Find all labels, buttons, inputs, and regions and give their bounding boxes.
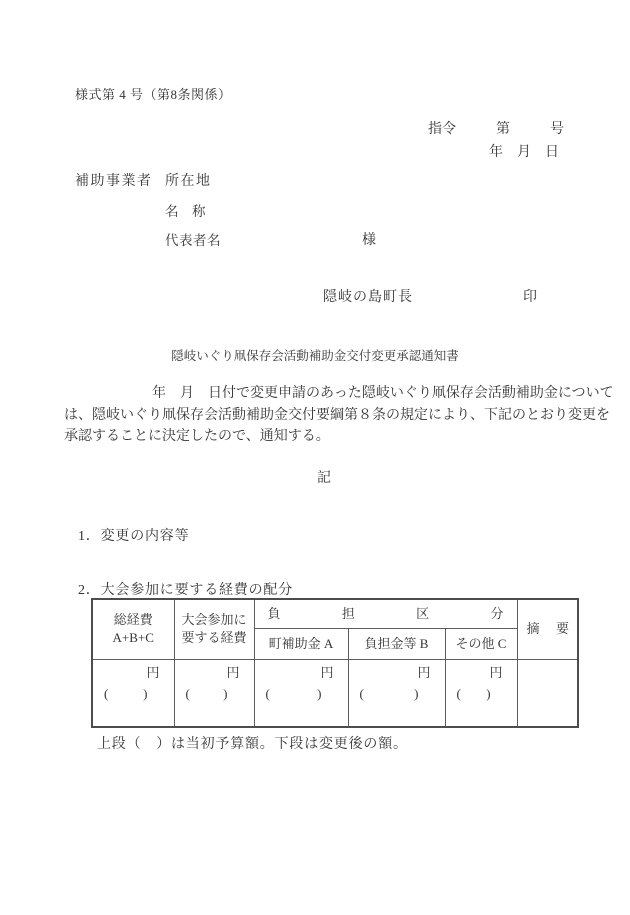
col-header-contribution: 負担金等 B [348,628,445,659]
body-line-1: 年 月 日付で変更申請のあった隠岐いぐり凧保存会活動補助金について [152,386,614,401]
paren-open: ( [185,685,190,701]
unit-label: 円 [226,664,240,680]
recipient-address-label: 所在地 [165,174,212,189]
remarks-char-2: 要 [556,621,570,637]
date-line [489,141,559,161]
date-day-label: 日 [545,145,559,160]
unit-label: 円 [146,664,160,680]
body-line-2: は、隠岐いぐり凧保存会活動補助金交付要綱第８条の規定により、下記のとおり変更を [64,407,610,423]
col-header-other: その他 C [445,628,517,659]
paren-open: ( [359,685,364,701]
remarks-char-1: 摘 [526,621,540,637]
paren-entry [93,683,174,704]
paren-close: ) [317,685,322,701]
unit-label: 円 [320,664,334,680]
body-line-3: 承認することに決定したので、通知する。 [64,429,330,445]
recipient-party-label: 補助事業者 [75,174,153,189]
paren-open: ( [104,685,109,701]
burden-char-4: 分 [490,605,504,621]
col-header-town-subsidy: 町補助金 A [254,628,348,659]
table-note: 上段（ ）は当初予算額。下段は変更後の額。 [97,737,408,752]
cell-contribution [348,659,445,727]
col-header-burden-category [254,599,517,628]
directive-number-prefix: 第 [496,122,510,137]
paren-close: ) [143,685,148,701]
directive-number-suffix: 号 [550,122,564,137]
ki-marker: 記 [317,471,331,486]
unit-label: 円 [417,664,431,680]
item-2-heading: 2．大会参加に要する経費の配分 [78,583,293,598]
paren-open: ( [456,685,461,701]
document-title: 隠岐いぐり凧保存会活動補助金交付変更承認通知書 [171,349,459,363]
form-number: 様式第 4 号（第8条関係） [75,87,232,102]
burden-char-1: 負 [267,605,281,621]
paren-entry [255,683,348,704]
paren-entry [175,683,254,704]
col-header-event-expense [174,599,254,659]
cell-town-subsidy [254,659,348,727]
body-paragraph [64,383,614,448]
total-cost-line2: A+B+C [112,630,154,646]
recipient-name-label: 名 称 [165,204,206,219]
event-expense-line2: 要する経費 [181,630,247,646]
burden-char-2: 担 [341,605,355,621]
event-expense-line1: 大会参加に [181,612,247,628]
date-year-label: 年 [489,145,503,160]
paren-open: ( [265,685,270,701]
directive-label: 指令 [428,122,456,137]
seal-mark: 印 [523,290,537,305]
table-row [92,659,578,727]
expense-allocation-table [91,598,579,728]
burden-char-3: 区 [416,605,430,621]
issuer-title: 隠岐の島町長 [323,290,413,305]
recipient-honorific: 様 [362,233,376,248]
item-1-heading: 1．変更の内容等 [78,529,190,544]
recipient-representative-label: 代表者名 [165,233,221,248]
cell-event-expense [174,659,254,727]
paren-close: ) [414,685,419,701]
cell-other [445,659,517,727]
col-header-remarks [517,599,578,659]
cell-total-cost [92,659,174,727]
total-cost-line1: 総経費 [113,612,153,628]
paren-close: ) [486,685,491,701]
date-month-label: 月 [517,145,531,160]
unit-label: 円 [489,664,503,680]
col-header-total-cost [92,599,174,659]
directive-line [428,118,564,138]
cell-remarks [517,659,578,727]
paren-close: ) [223,685,228,701]
paren-entry [349,683,445,704]
paren-entry [446,683,517,704]
